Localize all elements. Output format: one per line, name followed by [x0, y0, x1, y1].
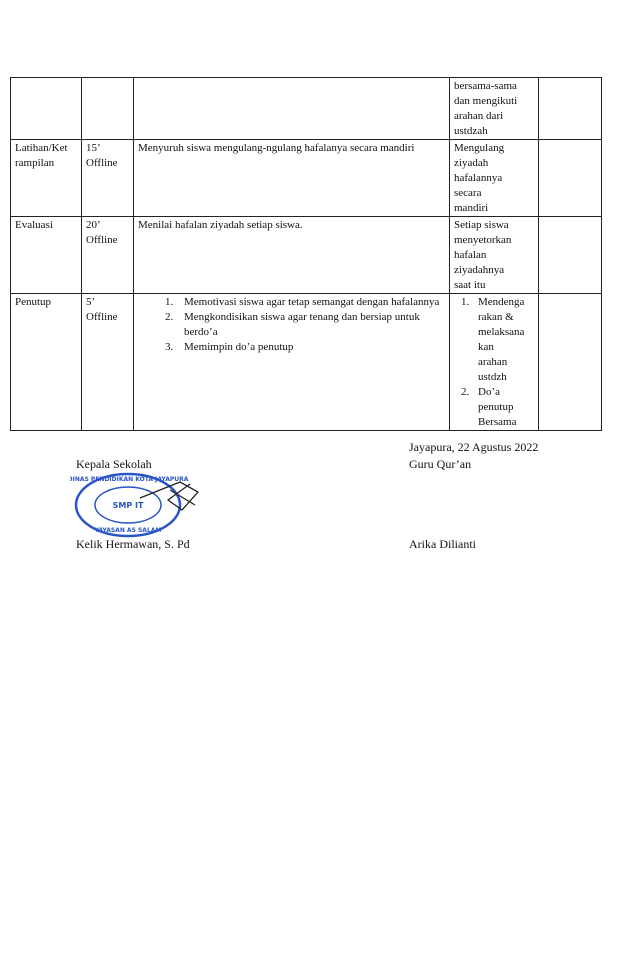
signature-scribble — [140, 482, 198, 510]
table-row — [11, 78, 602, 140]
table-row — [11, 140, 602, 217]
stage-cell: Penutup — [11, 294, 82, 431]
activity-cell — [134, 78, 450, 140]
mode-value: Offline — [86, 157, 118, 169]
teacher-name: Arika Dilianti — [409, 537, 476, 551]
school-stamp — [70, 470, 205, 540]
note-cell — [539, 140, 602, 217]
list-item: 2. Mengkondisikan siswa agar tenang dan bersiap untuk berdo’a — [176, 310, 446, 340]
mode-value: Offline — [86, 311, 118, 323]
lesson-plan-table — [10, 77, 602, 431]
stage-cell — [11, 78, 82, 140]
result-cell: Mengulang ziyadah hafalannya secara mandiri — [450, 140, 539, 217]
stage-cell: Evaluasi — [11, 217, 82, 294]
principal-title: Kepala Sekolah — [76, 457, 152, 471]
duration-value: 15’ — [86, 142, 101, 154]
duration-cell — [82, 294, 134, 431]
place-date: Jayapura, 22 Agustus 2022 — [409, 440, 539, 454]
activity-list — [138, 295, 446, 355]
stamp-bottom-text: YAYASAN AS SALAM — [94, 527, 162, 534]
list-item: 1. Memotivasi siswa agar tetap semangat dengan hafalannya — [176, 295, 446, 310]
result-cell: bersama-sama dan mengikuti arahan dari ustdzah — [450, 78, 539, 140]
list-item: 1. Mendenga rakan & melaksana kan arahan ustdzh — [472, 295, 535, 385]
result-cell — [450, 294, 539, 431]
duration-cell — [82, 140, 134, 217]
result-list — [454, 295, 535, 430]
duration-value: 5’ — [86, 296, 96, 308]
result-cell: Setiap siswa menyetorkan hafalan ziyadahnya saat itu — [450, 217, 539, 294]
list-item: 3. Memimpin do’a penutup — [176, 340, 446, 355]
note-cell — [539, 78, 602, 140]
stage-cell: Latihan/Ket rampilan — [11, 140, 82, 217]
teacher-title: Guru Qur’an — [409, 457, 472, 471]
activity-cell — [134, 294, 450, 431]
activity-cell: Menilai hafalan ziyadah setiap siswa. — [134, 217, 450, 294]
note-cell — [539, 294, 602, 431]
stamp-center-text: SMP IT — [112, 501, 144, 510]
principal-name: Kelik Hermawan, S. Pd — [76, 537, 190, 551]
duration-cell — [82, 217, 134, 294]
duration-cell — [82, 78, 134, 140]
duration-value: 20’ — [86, 219, 101, 231]
stamp-top-text: DINAS PENDIDIKAN KOTA JAYAPURA — [70, 476, 189, 483]
table-row — [11, 294, 602, 431]
stamp-seal-icon — [70, 470, 205, 540]
table-row — [11, 217, 602, 294]
list-item: 2. Do’a penutup Bersama — [472, 385, 535, 430]
activity-cell: Menyuruh siswa mengulang-ngulang hafalanya secara mandiri — [134, 140, 450, 217]
mode-value: Offline — [86, 234, 118, 246]
note-cell — [539, 217, 602, 294]
